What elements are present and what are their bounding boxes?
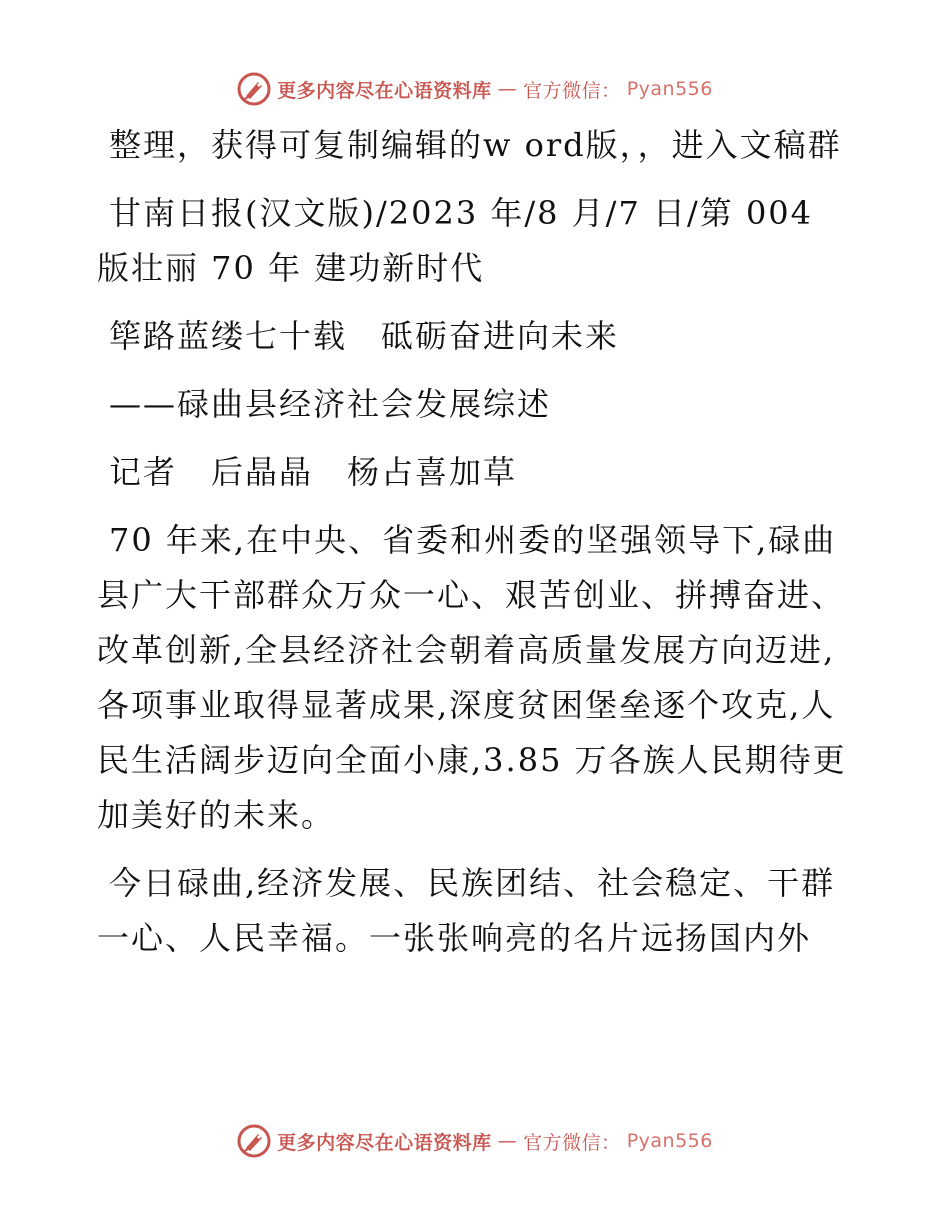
banner-main-text: 更多内容尽在心语资料库 <box>277 79 492 102</box>
banner-separator: — <box>497 1130 518 1152</box>
banner-wechat-label: 官方微信： <box>523 1131 621 1154</box>
body-paragraph: 今日碌曲,经济发展、民族团结、社会稳定、干群一心、人民幸福。一张张响亮的名片远扬国内外 <box>97 864 836 957</box>
document-body <box>97 118 857 979</box>
banner-wechat-label: 官方微信： <box>523 79 621 102</box>
pen-nib-logo-icon <box>237 72 271 106</box>
byline: 记者 后晶晶 杨占喜加草 <box>109 453 518 491</box>
body-paragraph: 70 年来,在中央、省委和州委的坚强领导下,碌曲县广大干部群众万众一心、艰苦创业、拼搏奋进、改革创新,全县经济社会朝着高质量发展方向迈进,各项事业取得显著成果,深度贫困堡垒逐个攻克,人民生活阔步迈向全面小康,3.85 万各族人民期待更加美好的未来。 <box>97 521 847 834</box>
headline: 筚路蓝缕七十载 砥砺奋进向未来 <box>109 317 620 355</box>
banner-wechat-id: Pyan556 <box>626 1130 713 1152</box>
banner-main-text: 更多内容尽在心语资料库 <box>277 1131 492 1154</box>
footer-watermark-banner <box>0 1124 950 1158</box>
banner-separator: — <box>497 78 518 100</box>
pen-nib-logo-icon <box>237 1124 271 1158</box>
source-line: 甘南日报(汉文版)/2023 年/8 月/7 日/第 004 版壮丽 70 年 建功新时代 <box>97 194 814 287</box>
banner-wechat-id: Pyan556 <box>626 78 713 100</box>
intro-line: 整理，获得可复制编辑的w ord版，，进入文稿群 <box>109 126 842 164</box>
header-watermark-banner <box>0 72 950 106</box>
subheadline: ——碌曲县经济社会发展综述 <box>109 385 552 423</box>
